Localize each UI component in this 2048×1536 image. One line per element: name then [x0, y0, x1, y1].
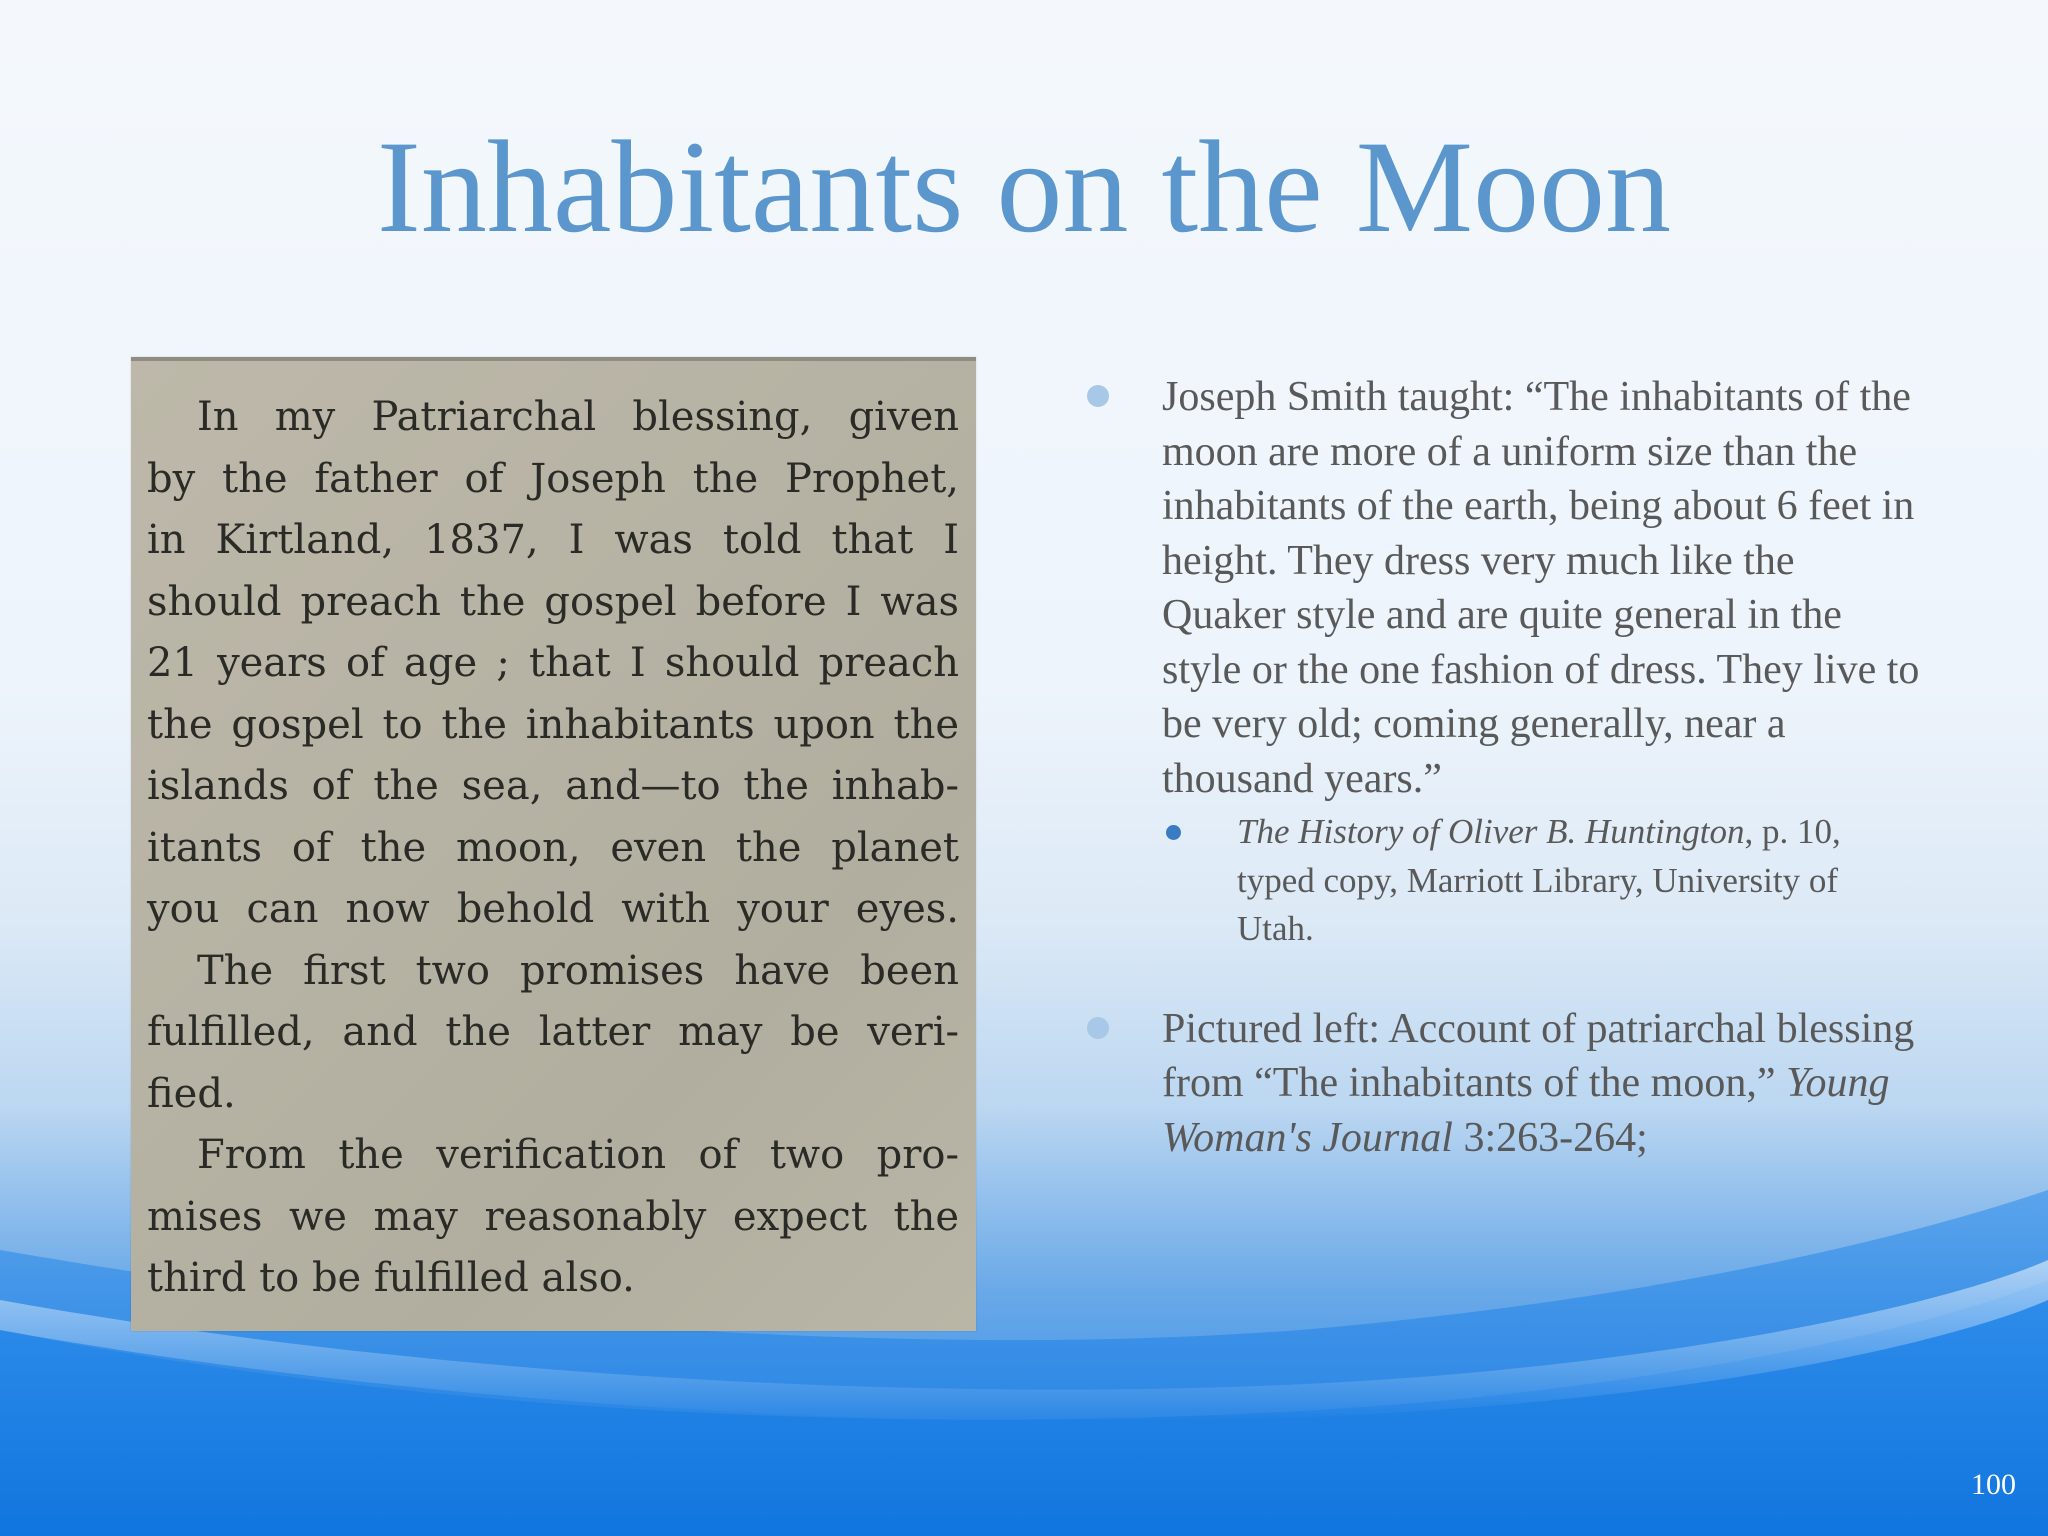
page-number: 100	[1971, 1468, 2016, 1501]
sub-bullet-icon	[1166, 825, 1181, 840]
scan-line: In my Patriarchal blessing, given	[197, 394, 959, 440]
scan-line: third to be fulfilled also.	[147, 1255, 635, 1301]
bullet-icon	[1087, 1017, 1109, 1039]
scan-line: itants of the moon, even the planet	[147, 824, 959, 871]
bullet-text: Joseph Smith taught: “The inhabitants of the moon are more of a uniform size than the inhabitants of the earth, being about 6 feet in height. They dress very much like the Quaker style and are quite general in the style or the one fashion of dress. They live to be very old; coming generally, near a thousand years.”	[1162, 374, 1920, 802]
citation-title: The History of Oliver B. Huntington	[1237, 812, 1745, 851]
citation-details: , p. 10, typed copy, Marriott Library, University of Utah.	[1237, 812, 1841, 948]
scan-line: islands of the sea, and—to the inhab-	[147, 763, 959, 809]
scanned-journal-excerpt	[131, 357, 976, 1331]
bullet-list	[1080, 370, 1920, 1165]
journal-title: Young Woman's Journal	[1162, 1060, 1890, 1161]
sub-bullet-citation	[1080, 808, 1920, 954]
scan-line: by the father of Joseph the Prophet,	[147, 455, 959, 502]
scan-line: The first two promises have been	[197, 947, 959, 994]
bullet-item-picture-source	[1080, 1002, 1920, 1166]
scan-line: should preach the gospel before I was	[147, 578, 959, 625]
scan-line: From the verification of two pro-	[197, 1132, 959, 1178]
slide-title: Inhabitants on the Moon	[376, 113, 1672, 260]
scan-line: fulfilled, and the latter may be veri-	[147, 1009, 959, 1055]
scan-line: in Kirtland, 1837, I was told that I	[147, 517, 959, 563]
bullet-icon	[1087, 385, 1109, 407]
scan-line: 21 years of age ; that I should preach	[147, 640, 959, 686]
scan-line: the gospel to the inhabitants upon the	[147, 701, 959, 748]
scan-line: fied.	[147, 1070, 236, 1117]
bullet-text: Pictured left: Account of patriarchal blessing from “The inhabitants of the moon,”	[1162, 1005, 1915, 1106]
scan-line: mises we may reasonably expect the	[147, 1193, 959, 1240]
journal-reference: 3:263-264;	[1452, 1114, 1648, 1161]
scan-line: you can now behold with your eyes.	[147, 886, 959, 932]
bullet-item-quote	[1080, 370, 1920, 806]
scan-text-block	[147, 387, 959, 1310]
